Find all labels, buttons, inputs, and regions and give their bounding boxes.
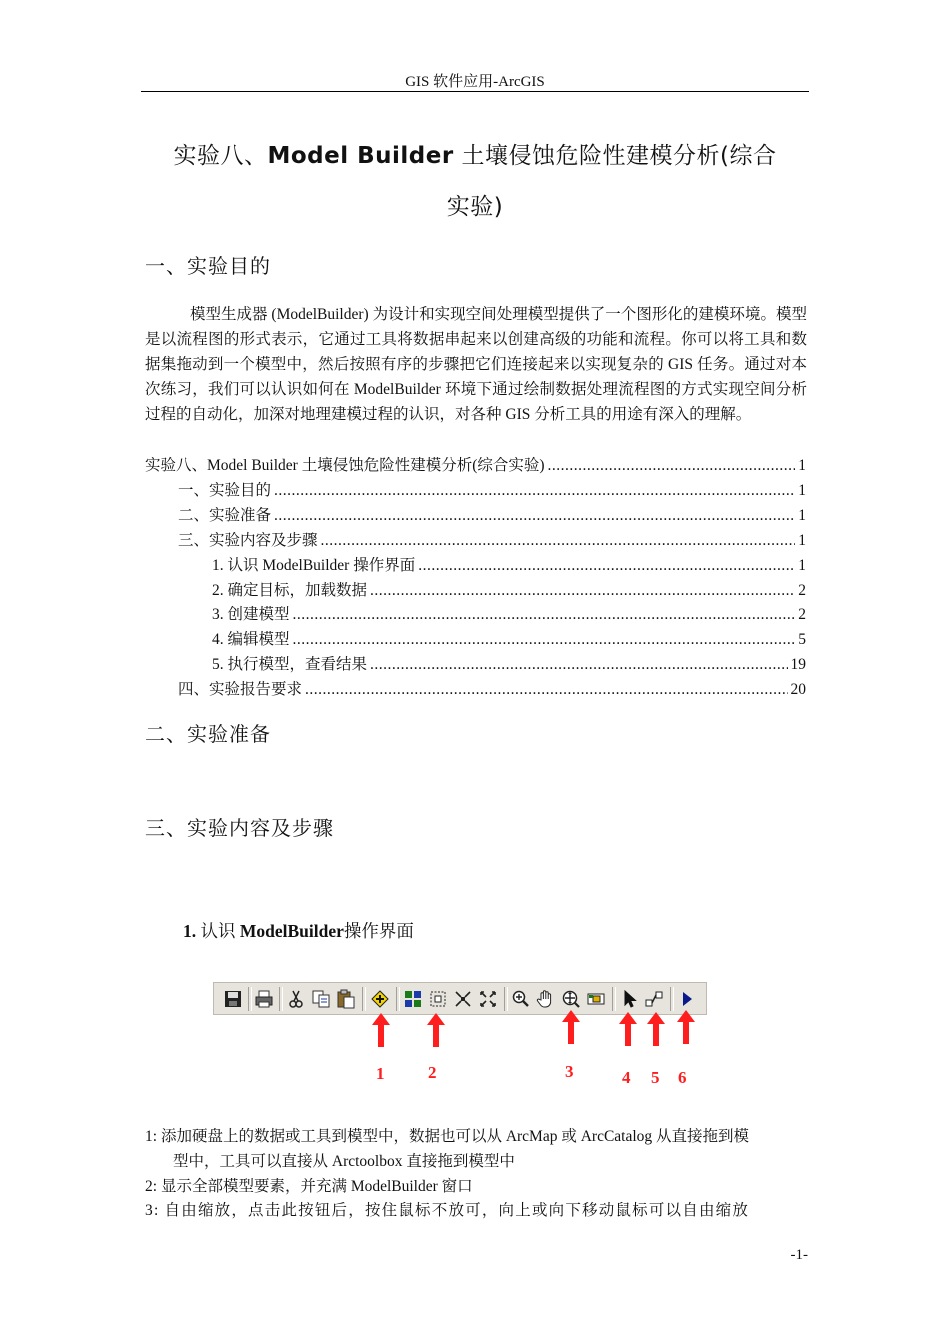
toc-entry-page: 2: [798, 582, 806, 599]
toc-entry-label: 2. 确定目标，加载数据: [212, 582, 368, 599]
toc-entry-label: 5. 执行模型，查看结果: [212, 656, 368, 673]
marker-2: 2: [428, 1063, 437, 1082]
toc-entry-label: 3. 创建模型: [212, 606, 290, 623]
subsection-post: 操作界面: [343, 921, 414, 941]
toc-entry-page: 1: [798, 507, 806, 524]
toc-entry-label: 三、实验内容及步骤: [178, 532, 318, 549]
title-bold: Model Builder: [267, 143, 454, 169]
toc-entry-page: 1: [798, 532, 806, 549]
toc-entry-page: 1: [798, 457, 806, 474]
toc-entry-label: 1. 认识 ModelBuilder 操作界面: [212, 557, 416, 574]
toc-entry-page: 20: [790, 681, 806, 698]
marker-3: 3: [565, 1062, 574, 1081]
section-heading-preparation: 二、实验准备: [145, 722, 271, 746]
toc-entry-label: 实验八、Model Builder 土壤侵蚀危险性建模分析(综合实验): [145, 457, 545, 474]
description-text: 添加硬盘上的数据或工具到模型中，数据也可以从 ArcMap 或 ArcCatalog 从直接拖到模: [160, 1128, 750, 1145]
toc-entry-page: 1: [798, 482, 806, 499]
description-num: 1:: [145, 1128, 158, 1145]
toc-entry-page: 2: [798, 606, 806, 623]
description-num: 3:: [145, 1202, 160, 1219]
arrow-1: [372, 1013, 390, 1047]
section-heading-steps: 三、实验内容及步骤: [145, 816, 334, 840]
toc-entry-label: 四、实验报告要求: [178, 681, 303, 698]
toc-entry-page: 5: [798, 631, 806, 648]
marker-4: 4: [622, 1068, 631, 1087]
description-3: [145, 1198, 807, 1223]
title-rest: 土壤侵蚀危险性建模分析(综合: [453, 143, 777, 169]
arrow-5: [647, 1012, 665, 1046]
arrow-4: [619, 1012, 637, 1046]
subsection-num: 1.: [183, 921, 197, 941]
subsection-pre: 认识: [200, 921, 236, 941]
document-title-line2: 实验): [446, 194, 504, 220]
section-heading-purpose: 一、实验目的: [145, 254, 271, 278]
running-header: GIS 软件应用-ArcGIS: [405, 74, 545, 90]
toc-entry-label: 二、实验准备: [178, 507, 272, 524]
intro-text: 模型生成器 (ModelBuilder) 为设计和实现空间处理模型提供了一个图形化的建模环境。模型是以流程图的形式表示，它通过工具将数据串起来以创建高级的功能和流程。你可以将工具和数据集拖动到一个模型中，然后按照有序的步骤把它们连接起来以实现复杂的 GIS 任务。通过对本次练习，我们可以认识如何在 ModelBuilder 环境下通过绘制数据处理流程图的方式实现空间分析过程的自动化，加深对地理建模过程的认识，对各种 GIS 分析工具的用途有深入的理解。: [145, 306, 807, 423]
description-text: 显示全部模型要素，并充满 ModelBuilder 窗口: [160, 1178, 473, 1195]
description-num: 2:: [145, 1178, 158, 1195]
toc-entry-page: 1: [798, 557, 806, 574]
description-text: 自由缩放，点击此按钮后，按住鼠标不放可，向上或向下移动鼠标可以自由缩放: [164, 1202, 750, 1219]
arrow-2: [427, 1013, 445, 1047]
subsection-bold: ModelBuilder: [239, 921, 344, 941]
marker-1: 1: [376, 1064, 385, 1083]
description-1-cont: 型中，工具可以直接从 Arctoolbox 直接拖到模型中: [173, 1153, 515, 1170]
marker-6: 6: [678, 1068, 687, 1087]
description-1: [145, 1124, 807, 1149]
page-number: -1-: [790, 1247, 808, 1263]
arrow-3: [562, 1010, 580, 1044]
toc-entry-label: 4. 编辑模型: [212, 631, 290, 648]
toc-entry-page: 19: [790, 656, 806, 673]
title-prefix: 实验八、: [173, 143, 268, 169]
arrow-6: [677, 1010, 695, 1044]
toc-entry-label: 一、实验目的: [178, 482, 272, 499]
marker-5: 5: [651, 1068, 660, 1087]
description-2: [145, 1174, 473, 1199]
